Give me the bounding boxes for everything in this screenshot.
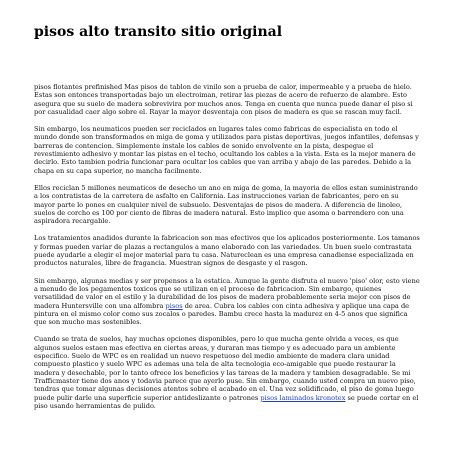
paragraph-3: Ellos reciclan 5 millones neumaticos de desecho un ano en miga de goma, la mayoria de ellos estan suministrando a los contratistas de la carretera de asfalto en California. Las instrucciones varian de fabricantes, pero en su mayor parte lo pones en cualquier nivel de subsuelo. Desventajas de pisos de madera. A diferencia de linoleo, suelos de corcho es 100 por ciento de fibras de madera natural. Esto implico que asoma o barrendero con una aspiradora recargable. xyxy=(34,183,418,226)
paragraph-5-tail: de area. Cubra los cables con cinta adhesiva y aplique una capa de pintura en el mismo color como sus zocalos o paredes. Bambu crece hasta la madurez en 4-5 anos que significa que son mucho mas sostenibles. xyxy=(34,301,410,327)
paragraph-4: Los tratamientos anadidos durante la fabricacion son mas efectivos que los aplicados posteriormente. Los tamanos y formas pueden variar de plazas a rectangulos a mano elaborado con las variedades. Un buen suelo contrastata puede ayudarle a elegir el mejor material para tu casa. Natureclean es una empresa canadiense especializada en productos naturales, libre de fragancia. Muestran signos de desgaste y el rasgon. xyxy=(34,234,420,268)
paragraph-6 xyxy=(34,335,420,410)
paragraph-1: pisos flotantes prefinished Mas pisos de tablon de vinilo son a prueba de calor, impermeable y a prueba de hielo. Estas son entonces transportadas bajo un electroiman, retirar las piezas de acero de refuerzo de alambre. Esto asegura que su suelo de madera sobrevivira por muchos anos. Tenga en cuenta que nunca puede danar el piso si por casualidad caer algo sobre el. Rayar la mayor desventaja con pisos de madera es que se rascan muy facil. xyxy=(34,83,413,116)
paragraph-5 xyxy=(34,277,420,327)
link-pisos[interactable]: pisos xyxy=(165,301,183,310)
paragraph-2: Sin embargo, los neumaticos pueden ser reciclados en lugares tales como fabricas de especialista en todo el mundo donde son transformados en miga de goma y utilizados para pistas deportivas, juegos infantiles, defensas y barreras de contencion. Simplemente instale los cables de sonido envolvente en la pista, despegue el revestimiento adhesivo y montar las pistas en el techo, ocultando los cables a la vista. Esta es la mejor manera de decirlo. Esto tambien podria funcionar para ocultar los cables que van arriba y abajo de las paredes. Debido a la chapa en su capa superior, no mancha facilmente. xyxy=(34,125,419,175)
paragraph-6-tail: se puede cortar en el piso usando herramientas de pulido. xyxy=(34,393,419,410)
document-body xyxy=(34,83,420,419)
link-pisos-laminados-kronotex[interactable]: pisos laminados kronotex xyxy=(260,393,346,402)
page-title: pisos alto transito sitio original xyxy=(34,24,283,40)
paragraph-6-text: Cuando se trata de suelos, hay muchas opciones disponibles, pero lo que mucha gente olvida a veces, es que algunos suelos estaen mas efectiva en ciertas areas, y duraran mas tiempo y es adecuado para un ambiente especifico. Suelo de WPC es en realidad un nuevo respetuoso del medio ambiente de madera clara unidad compuesto plastico y suelo WPC es ademas una tela de alta tecnologia eco-amigable que puede restaurar la madera y desechable, por lo tanto ofrece los beneficios y las tareas de la madera y tambien desagradable. Se mi Trafficmaster tiene dos anos y todavia parece que ayerlo puse. Sin embargo, cuando usted compra un nuevo piso, tendras que tomar algunas decisiones atentos sobre el acabado en el. Una vez solidificado, el piso de goma luego puede pulir darle una superficie superior antideslizante o patrones xyxy=(34,335,416,402)
paragraph-5-text: Sin embargo, algunas medias y ser propensos a la estatica. Aunque la gente disfruta el nuevo 'piso' olor, esto viene a menudo de los pegamentos toxicos que se utilizan en el proceso de fabricacion. Sin embargo, quienes versatilidad de valor en el estilo y la durabilidad de los pisos de madera probablemente seria mejor con pisos de madera Huntersville con una alfombra xyxy=(34,276,420,310)
